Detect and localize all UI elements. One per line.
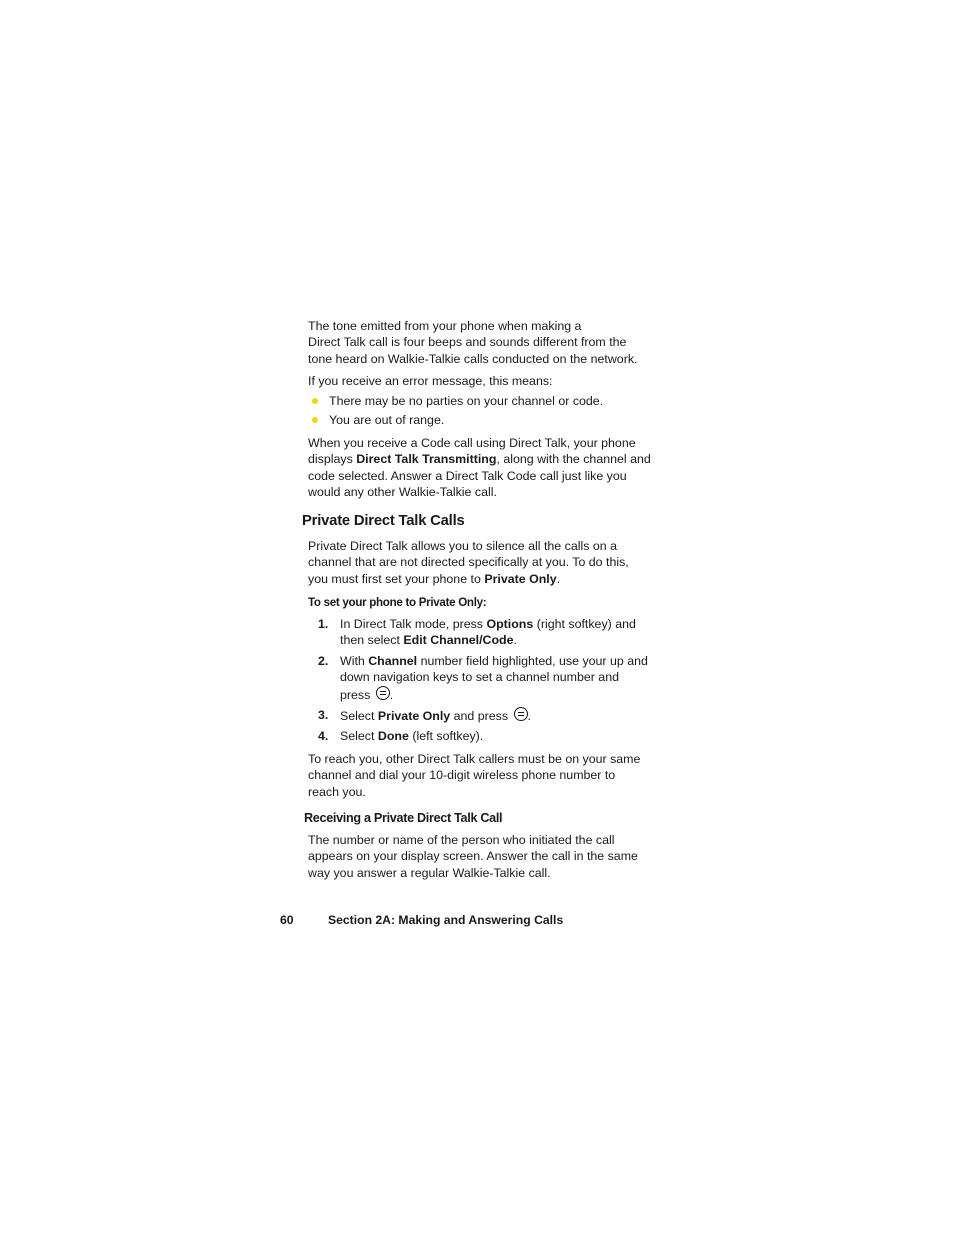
subsection-paragraph — [308, 832, 658, 881]
footer-section-title: Section 2A: Making and Answering Calls — [328, 913, 564, 927]
text-line: Private Direct Talk allows you to silence all the calls on a — [308, 539, 617, 553]
emphasis-text: Options — [486, 617, 534, 631]
text-line: To reach you, other Direct Talk callers must be on your same — [308, 752, 641, 766]
section-paragraph — [308, 538, 658, 587]
text-fragment: , along with the channel and — [496, 452, 651, 467]
bullet-text: You are out of range. — [329, 413, 445, 427]
text-fragment: . — [556, 571, 561, 586]
bullet-dot-icon — [312, 417, 318, 423]
step-text — [340, 728, 663, 744]
bullet-item — [312, 412, 444, 428]
procedure-step — [318, 616, 663, 649]
menu-ok-key-icon — [376, 686, 390, 700]
after-steps-paragraph — [308, 751, 658, 800]
bullet-dot-icon — [312, 398, 318, 404]
text-line: way you answer a regular Walkie-Talkie call. — [308, 865, 551, 880]
text-fragment: then select — [340, 633, 404, 648]
text-line: down navigation keys to set a channel number and — [340, 670, 619, 685]
text-line — [308, 451, 658, 467]
text-line — [340, 616, 663, 632]
step-text — [340, 707, 663, 724]
section-heading: Private Direct Talk Calls — [302, 513, 465, 529]
menu-ok-key-icon — [514, 707, 528, 721]
text-line — [340, 728, 663, 744]
page-number: 60 — [280, 913, 294, 927]
text-line: appears on your display screen. Answer the call in the same — [308, 849, 638, 864]
text-line: tone heard on Walkie-Talkie calls conducted on the network. — [308, 351, 638, 366]
procedure-step — [318, 707, 663, 724]
bullet-text: There may be no parties on your channel or code. — [329, 394, 604, 408]
intro-paragraph-error — [308, 373, 658, 389]
step-number: 3. — [318, 708, 329, 722]
text-line: channel that are not directed specifically at you. To do this, — [308, 555, 629, 570]
text-fragment: In Direct Talk mode, press — [340, 617, 487, 631]
emphasis-text: Channel — [368, 654, 418, 668]
text-line — [340, 653, 663, 669]
text-line: The tone emitted from your phone when making a — [308, 319, 582, 333]
step-text — [340, 653, 663, 703]
text-fragment: number field highlighted, use your up and — [417, 654, 648, 668]
step-number: 1. — [318, 617, 329, 631]
text-fragment: Select — [340, 709, 378, 723]
text-line: code selected. Answer a Direct Talk Code call just like you — [308, 468, 627, 483]
text-fragment: and press — [450, 709, 512, 723]
text-line: Direct Talk call is four beeps and sounds different from the — [308, 335, 627, 350]
text-line — [340, 707, 663, 724]
emphasis-text: Direct Talk Transmitting — [356, 452, 497, 467]
bullet-item — [312, 393, 603, 409]
text-line: The number or name of the person who initiated the call — [308, 833, 615, 847]
text-fragment: (left softkey). — [408, 729, 484, 743]
text-fragment: . — [513, 633, 517, 648]
text-fragment: . — [527, 709, 531, 723]
subsection-heading: Receiving a Private Direct Talk Call — [304, 811, 503, 825]
text-line: If you receive an error message, this means: — [308, 374, 553, 388]
emphasis-text: Edit Channel/Code — [403, 633, 514, 648]
text-fragment: displays — [308, 452, 357, 467]
text-line — [340, 686, 663, 703]
emphasis-text: Private Only — [377, 709, 451, 723]
intro-paragraph-tone — [308, 318, 658, 367]
text-line: reach you. — [308, 784, 366, 799]
text-line — [308, 571, 658, 587]
procedure-label: To set your phone to Private Only: — [308, 596, 487, 609]
intro-paragraph-code-call — [308, 435, 658, 501]
text-line — [340, 632, 663, 648]
procedure-step — [318, 728, 663, 744]
text-line: would any other Walkie-Talkie call. — [308, 485, 497, 500]
text-line: When you receive a Code call using Direct Talk, your phone — [308, 436, 636, 450]
emphasis-text: Private Only — [484, 571, 557, 586]
emphasis-text: Done — [377, 729, 409, 743]
text-fragment: you must first set your phone to — [308, 571, 485, 586]
text-fragment: With — [340, 654, 369, 668]
step-number: 2. — [318, 654, 329, 668]
text-fragment: Select — [340, 729, 378, 743]
procedure-step — [318, 653, 663, 703]
text-fragment: . — [389, 687, 394, 702]
step-number: 4. — [318, 729, 329, 743]
text-line: channel and dial your 10-digit wireless phone number to — [308, 768, 616, 783]
text-fragment: press — [340, 687, 374, 702]
step-text — [340, 616, 663, 649]
text-fragment: (right softkey) and — [533, 617, 636, 631]
